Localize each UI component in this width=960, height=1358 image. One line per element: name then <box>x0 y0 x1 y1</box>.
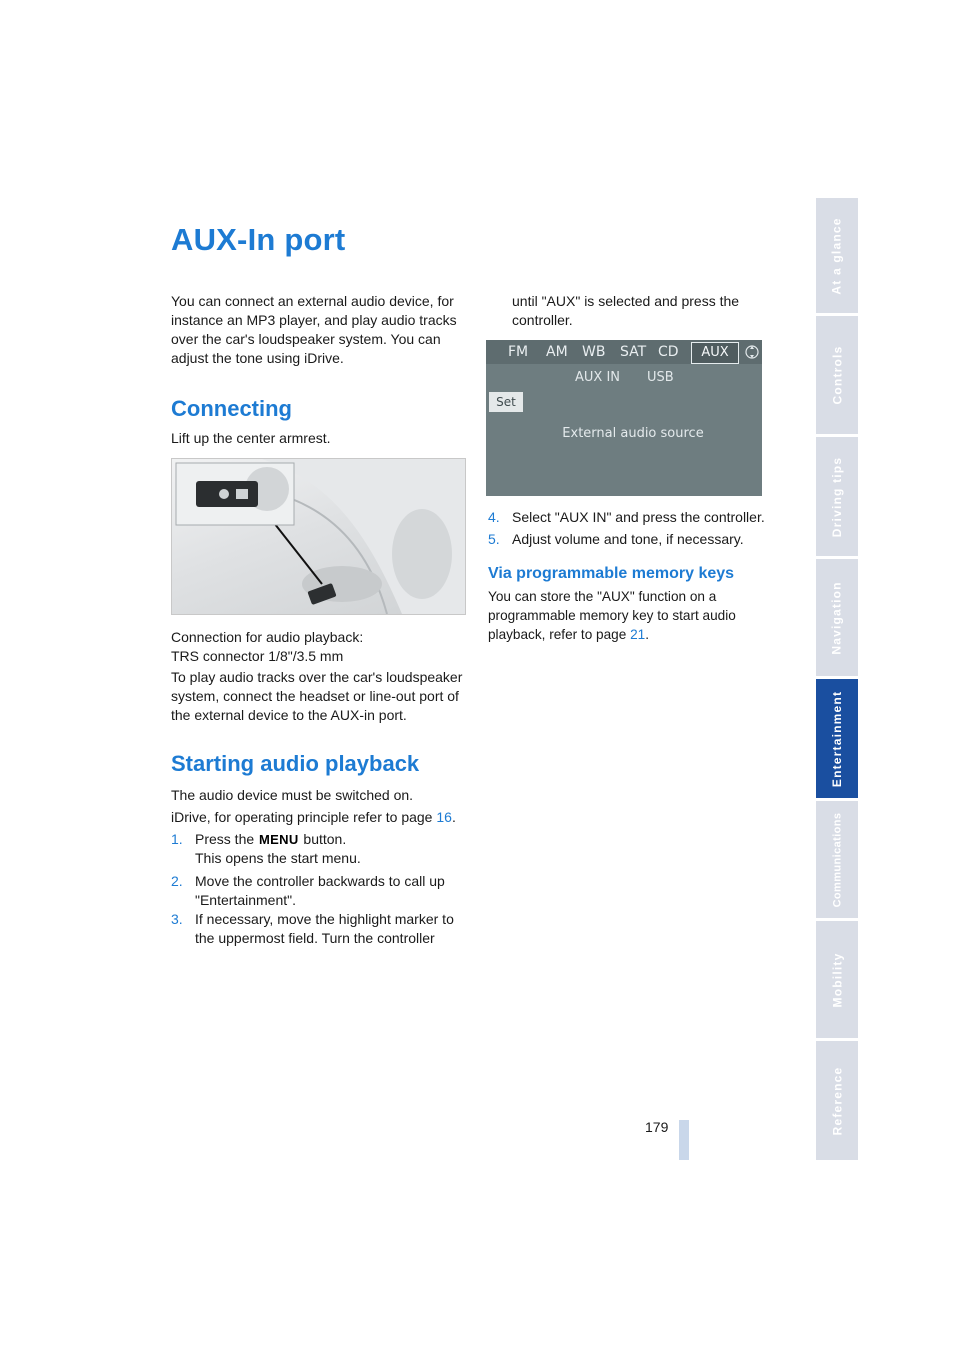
source-tab-cd: CD <box>658 344 679 360</box>
tab-mobility[interactable] <box>816 921 858 1038</box>
step-text: Move the controller backwards to call up "Entertainment". <box>195 873 445 908</box>
chapter-tabs <box>816 198 858 1160</box>
step1-post: button. <box>299 831 347 847</box>
tab-label: Controls <box>830 345 844 405</box>
idrive-screen <box>486 340 780 496</box>
connection-caption-line1: Connection for audio playback: <box>171 629 364 645</box>
list-item <box>171 910 466 946</box>
page-number: 179 <box>645 1119 669 1135</box>
step-number: 2. <box>171 873 183 889</box>
memory-keys-text: You can store the "AUX" function on a programmable memory key to start audio playback, refer to page <box>488 589 736 642</box>
list-item <box>488 530 783 549</box>
external-audio-message: External audio source <box>562 426 704 441</box>
step1-pre: Press the <box>195 831 259 847</box>
tab-label: Reference <box>830 1066 844 1135</box>
starting-p2-text: iDrive, for operating principle refer to page <box>171 809 437 825</box>
tab-label: At a glance <box>830 216 845 295</box>
memory-keys-end: . <box>645 627 649 642</box>
section-heading-starting: Starting audio playback <box>171 751 420 776</box>
step-text: Select "AUX IN" and press the controller. <box>512 509 765 525</box>
source-tab-aux-selected <box>691 342 739 364</box>
page-link-21[interactable]: 21 <box>630 627 646 642</box>
step-text <box>195 830 467 868</box>
tab-controls[interactable] <box>816 316 858 434</box>
memory-keys-paragraph <box>488 587 784 644</box>
source-tab-am: AM <box>546 344 568 360</box>
intro-paragraph: You can connect an external audio device, for instance an MP3 player, and play audio tracks over the car's loudspeaker system. You can adjust the tone using iDrive. <box>171 293 457 366</box>
tab-navigation[interactable] <box>816 559 858 676</box>
armrest-aux-port-photo <box>171 458 466 615</box>
step-text: If necessary, move the highlight marker to the uppermost field. Turn the controller <box>195 911 454 946</box>
usb-option: USB <box>647 370 674 385</box>
step-number: 3. <box>171 911 183 927</box>
section-heading-connecting: Connecting <box>171 396 292 421</box>
subheading-memory-keys: Via programmable memory keys <box>488 565 735 582</box>
tab-entertainment[interactable] <box>816 679 858 798</box>
list-item <box>171 872 466 908</box>
starting-p1: The audio device must be switched on. <box>171 787 414 803</box>
source-tab-wb: WB <box>582 344 606 360</box>
armrest-illustration <box>172 459 465 614</box>
step-number: 5. <box>488 531 500 547</box>
tab-label: Mobility <box>830 952 844 1007</box>
list-item <box>488 508 783 527</box>
page-link-16[interactable]: 16 <box>436 809 452 825</box>
tab-communications[interactable] <box>816 801 858 918</box>
connecting-step: Lift up the center armrest. <box>171 430 331 446</box>
tab-reference[interactable] <box>816 1041 858 1160</box>
aux-label: AUX <box>701 345 729 360</box>
page-number-bar <box>679 1120 689 1160</box>
source-tab-sat: SAT <box>620 344 647 360</box>
tab-driving-tips[interactable] <box>816 437 858 556</box>
step1-line2: This opens the start menu. <box>195 850 361 866</box>
tab-at-a-glance[interactable] <box>816 198 858 313</box>
aux-in-option: AUX IN <box>575 370 621 385</box>
source-tab-fm: FM <box>508 344 529 360</box>
starting-p2-end: . <box>451 809 456 825</box>
page-title: AUX-In port <box>171 222 346 257</box>
tab-label: Communications <box>831 812 843 907</box>
tab-label: Entertainment <box>830 690 844 787</box>
step-text: Adjust volume and tone, if necessary. <box>512 531 744 547</box>
list-item <box>171 830 466 866</box>
step-number: 4. <box>488 509 500 525</box>
step-number: 1. <box>171 831 183 847</box>
tab-label: Navigation <box>830 580 844 655</box>
starting-p2 <box>171 808 466 827</box>
connecting-paragraph: To play audio tracks over the car's loudspeaker system, connect the headset or line-out port of the external device to the AUX-in port. <box>171 669 463 723</box>
menu-key-glyph: MENU <box>259 832 299 847</box>
set-button: Set <box>489 392 523 412</box>
tab-label: Driving tips <box>830 456 844 537</box>
connection-caption-line2: TRS connector 1/8"/3.5 mm <box>171 648 344 664</box>
screen-edge-strip <box>762 340 780 496</box>
controller-arrows-icon <box>744 344 760 360</box>
step3-continuation: until "AUX" is selected and press the controller. <box>512 293 740 328</box>
